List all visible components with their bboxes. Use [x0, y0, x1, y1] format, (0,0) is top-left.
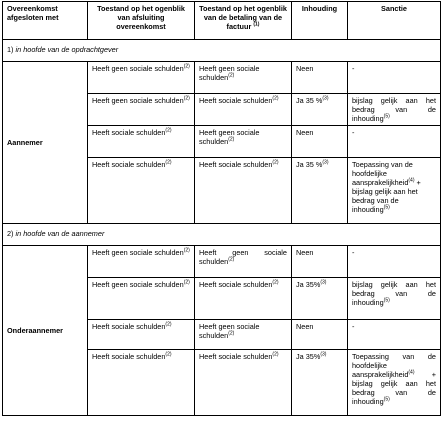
cell-sanction: Toepassing van de hoofdelijke aansprakelijkheid$^{(4)}$ + bijslag gelijk aan het bedrag van de inhouding$^{(5)}$: [348, 158, 441, 224]
table-row: [3, 62, 441, 94]
cell-state-at-payment: Heeft geen sociale schulden$^{(2)}$: [195, 246, 292, 278]
section-row: [3, 40, 441, 62]
cell-state-at-payment: Heeft sociale schulden$^{(2)}$: [195, 350, 292, 416]
cell-state-at-agreement: Heeft sociale schulden$^{(2)}$: [88, 350, 195, 416]
cell-state-at-agreement: Heeft geen sociale schulden$^{(2)}$: [88, 278, 195, 320]
cell-sanction: bijslag gelijk aan het bedrag van de inhouding$^{(5)}$: [348, 94, 441, 126]
cell-withholding: Ja 35%$^{(3)}$: [292, 278, 348, 320]
cell-state-at-agreement: Heeft geen sociale schulden$^{(2)}$: [88, 62, 195, 94]
table-row: [3, 246, 441, 278]
cell-state-at-agreement: Heeft sociale schulden$^{(2)}$: [88, 126, 195, 158]
cell-state-at-agreement: Heeft geen sociale schulden$^{(2)}$: [88, 246, 195, 278]
cell-state-at-payment: Heeft geen sociale schulden$^{(2)}$: [195, 320, 292, 350]
cell-state-at-payment: Heeft sociale schulden$^{(2)}$: [195, 94, 292, 126]
cell-state-at-payment: Heeft sociale schulden$^{(2)}$: [195, 278, 292, 320]
cell-sanction: -: [348, 126, 441, 158]
header-state-at-payment: Toestand op het ogenblik van de betaling van de factuur $^{(1)}$: [195, 2, 292, 40]
cell-sanction: bijslag gelijk aan het bedrag van de inhouding$^{(5)}$: [348, 278, 441, 320]
cell-withholding: Neen: [292, 126, 348, 158]
header-state-at-agreement: Toestand op het ogenblik van afsluiting overeenkomst: [88, 2, 195, 40]
section-title: 1) in hoofde van de opdrachtgever: [3, 40, 441, 62]
sanctions-table: [2, 1, 441, 416]
cell-state-at-payment: Heeft sociale schulden$^{(2)}$: [195, 158, 292, 224]
cell-state-at-payment: Heeft geen sociale schulden$^{(2)}$: [195, 126, 292, 158]
cell-sanction: -: [348, 246, 441, 278]
cell-withholding: Ja 35 %$^{(3)}$: [292, 94, 348, 126]
cell-withholding: Neen: [292, 246, 348, 278]
header-agreement-with: Overeenkomst afgesloten met: [3, 2, 88, 40]
section-title: 2) in hoofde van de aannemer: [3, 224, 441, 246]
cell-state-at-agreement: Heeft sociale schulden$^{(2)}$: [88, 320, 195, 350]
cell-withholding: Neen: [292, 62, 348, 94]
cell-sanction: -: [348, 62, 441, 94]
cell-sanction: Toepassing van de hoofdelijke aansprakelijkheid$^{(4)}$ + bijslag gelijk aan het bedrag van de inhouding$^{(5)}$: [348, 350, 441, 416]
cell-withholding: Neen: [292, 320, 348, 350]
group-label: Aannemer: [3, 62, 88, 224]
cell-withholding: Ja 35 %$^{(3)}$: [292, 158, 348, 224]
group-label: Onderaannemer: [3, 246, 88, 416]
cell-withholding: Ja 35%$^{(3)}$: [292, 350, 348, 416]
cell-state-at-agreement: Heeft geen sociale schulden$^{(2)}$: [88, 94, 195, 126]
header-sanction: Sanctie: [348, 2, 441, 40]
cell-state-at-payment: Heeft geen sociale schulden$^{(2)}$: [195, 62, 292, 94]
cell-state-at-agreement: Heeft sociale schulden$^{(2)}$: [88, 158, 195, 224]
cell-sanction: -: [348, 320, 441, 350]
header-withholding: Inhouding: [292, 2, 348, 40]
header-row: [3, 2, 441, 40]
section-row: [3, 224, 441, 246]
